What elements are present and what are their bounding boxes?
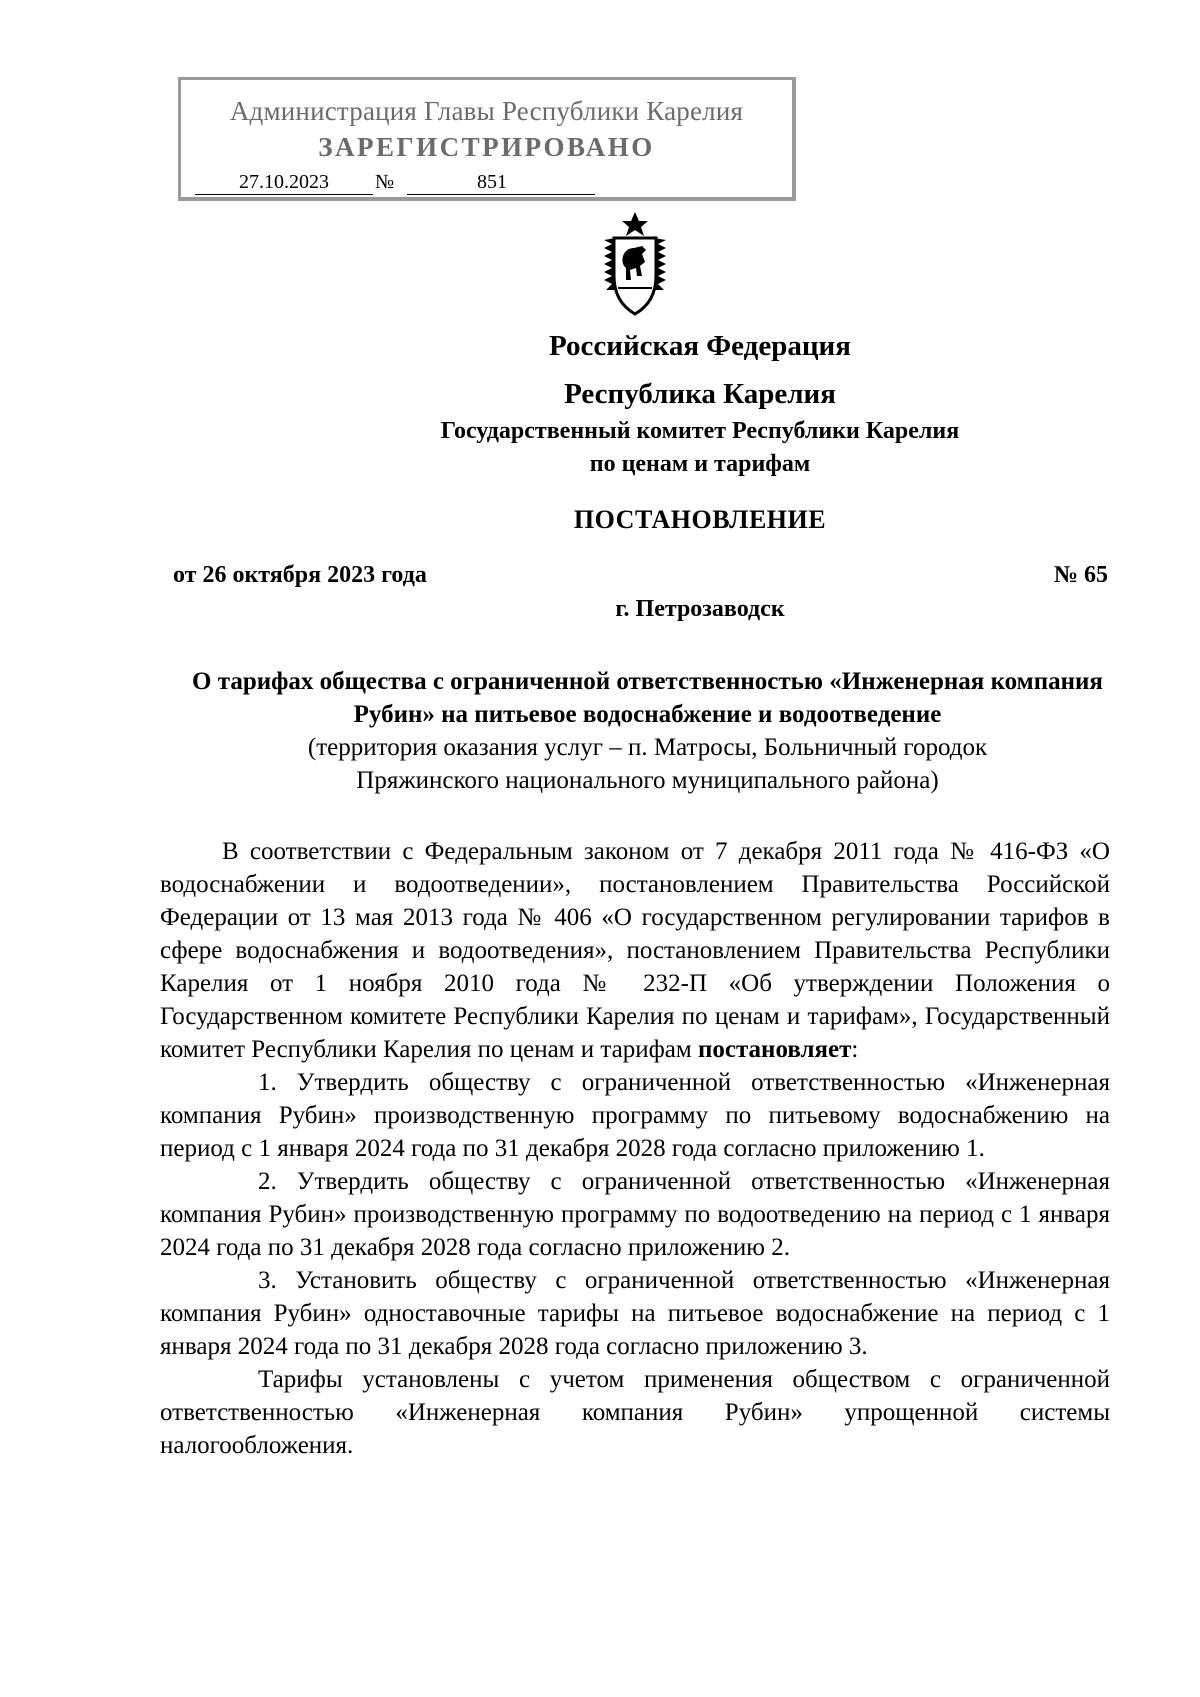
- decree-number: № 65: [1053, 562, 1108, 588]
- document-type-heading: ПОСТАНОВЛЕНИЕ: [573, 505, 827, 534]
- resolves-word: постановляет: [697, 1036, 852, 1063]
- header-federation: Российская Федерация: [549, 330, 851, 362]
- decree-date: от 26 октября 2023 года: [173, 562, 427, 588]
- subject-territory-line1: (территория оказания услуг – п. Матросы, Больничный городок: [307, 734, 988, 761]
- subject-territory-line2: Пряжинского национального муниципального района): [356, 767, 939, 794]
- stamp-registered: ЗАРЕГИСТРИРОВАНО: [318, 132, 655, 162]
- stamp-registration-line: [195, 170, 595, 196]
- preamble-text: В соответствии с Федеральным законом от 7 декабря 2011 года № 416-ФЗ «О водоснабжении и водоотведении», постановлением Правительства Российской Федерации от 13 мая 2013 года № 406 «О государственном регулировании тарифов в сфере водоснабжения и водоотведения», постановлением Правительства Республики Карелия от 1 ноября 2010 года № 232-П «Об утверждении Положения о Государственном комитете Республики Карелия по ценам и тарифам», Государственный комитет Республики Карелия по ценам и тарифам: [160, 838, 1110, 1063]
- decree-city: г. Петрозаводск: [615, 596, 785, 622]
- stamp-authority: Администрация Главы Республики Карелия: [229, 96, 744, 126]
- resolves-colon: :: [851, 1036, 859, 1063]
- tax-note: Тарифы установлены с учетом применения обществом с ограниченной ответственностью «Инженерная компания Рубин» упрощенной системы налогообложения.: [160, 1366, 1110, 1459]
- header-republic: Республика Карелия: [564, 378, 836, 410]
- item-3: 3. Установить обществу с ограниченной ответственностью «Инженерная компания Рубин» одноставочные тарифы на питьевое водоснабжение на период с 1 января 2024 года по 31 декабря 2028 года согласно приложению 3.: [160, 1267, 1110, 1360]
- header-committee-line2: по ценам и тарифам: [589, 451, 811, 477]
- decree-date-line: [173, 562, 1108, 589]
- decree-body: [160, 835, 1110, 1462]
- subject-title: О тарифах общества с ограниченной ответственностью «Инженерная компания Рубин» на питьевое водоснабжение и водоотведение: [192, 668, 1103, 728]
- item-2: 2. Утвердить обществу с ограниченной ответственностью «Инженерная компания Рубин» производственную программу по водоотведению на период с 1 января 2024 года по 31 декабря 2028 года согласно приложению 2.: [160, 1168, 1110, 1261]
- registration-stamp: [178, 77, 796, 201]
- coat-of-arms-icon: [590, 210, 680, 318]
- header-committee-line1: Государственный комитет Республики Карелия: [440, 418, 960, 444]
- stamp-number: 851: [407, 170, 595, 195]
- stamp-date: 27.10.2023: [195, 170, 373, 195]
- item-1: 1. Утвердить обществу с ограниченной ответственностью «Инженерная компания Рубин» производственную программу по питьевому водоснабжению на период с 1 января 2024 года по 31 декабря 2028 года согласно приложению 1.: [160, 1069, 1110, 1162]
- preamble-paragraph: [160, 835, 1110, 1066]
- stamp-number-sign: №: [375, 171, 395, 193]
- decree-subject: [160, 665, 1135, 797]
